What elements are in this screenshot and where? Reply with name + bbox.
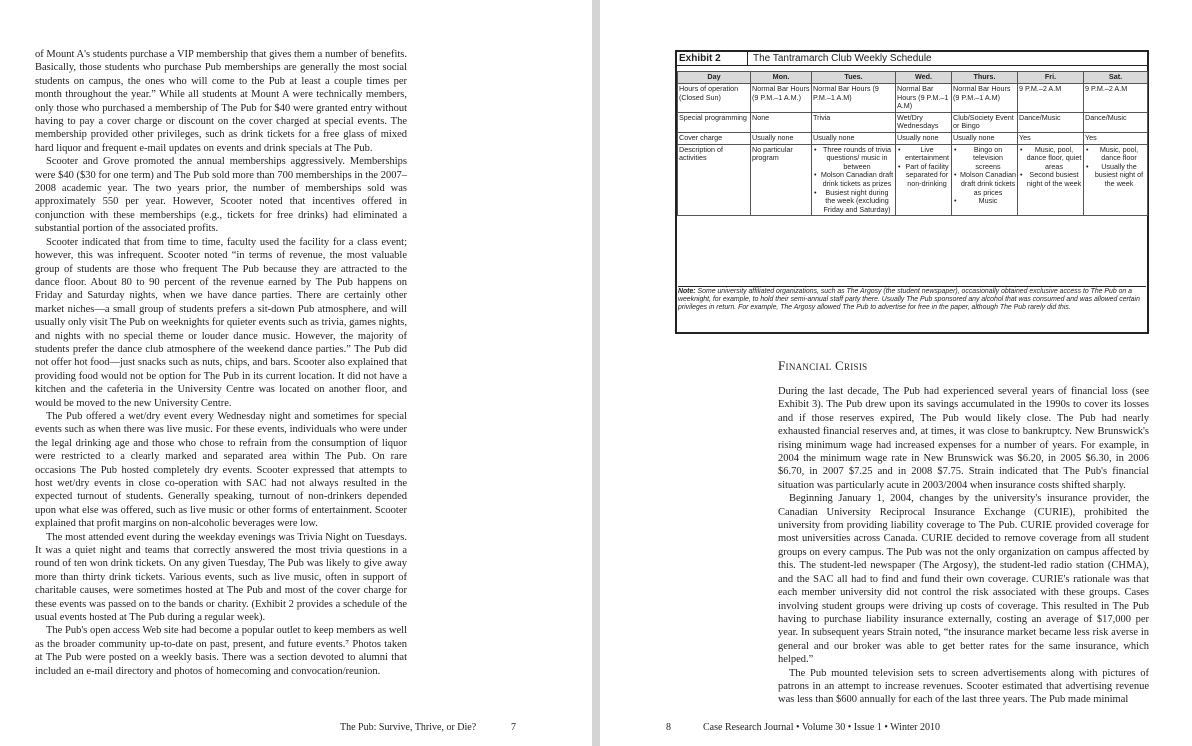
table-header-row — [678, 72, 1148, 84]
paragraph: of Mount A's students purchase a VIP membership that gives them a number of benefits. Basically, those students who purchase Pub memberships are generally the most social students on campus, the ones who will come to the Pub at least a couple times per month throughout the year.” While all students at Mount A were technically members, only those who purchased a membership of The Pub for $40 were granted entry without having to pay a cover charge or discount on the cover charged at special events. The membership provided other privileges, such as drink tickets for a free glass of mixed hard liquor and frequent e-mail updates on events and drink specials at The Pub. — [35, 49, 407, 154]
list-item: • Music, pool, dance floor — [1085, 146, 1146, 163]
list-item: • Bingo on television screens — [953, 146, 1016, 172]
table-cell: None — [751, 112, 812, 132]
list-item: • Second busiest night of the week — [1019, 171, 1082, 188]
table-cell: Wet/Dry Wednesdays — [896, 112, 952, 132]
exhibit-box — [675, 50, 1149, 334]
exhibit-note-label: Note: — [678, 288, 696, 295]
table-cell: Trivia — [812, 112, 896, 132]
list-item: • Part of facility separated for non-drinking — [897, 163, 950, 189]
table-row — [678, 132, 1148, 144]
table-cell: Normal Bar Hours (9 P.M.–1 A.M) — [896, 84, 952, 113]
table-cell: Usually none — [751, 132, 812, 144]
paragraph: The Pub offered a wet/dry event every Wednesday night and sometimes for special events such as when there was live music. For these events, individuals who were under the legal drinking age and those who chose to refrain from the consumption of liquor were restricted to a clearly marked and separated area within The Pub. On rare occasions The Pub hosted completely dry events. Scooter expressed that attempts to host wet/dry events in close co-operation with SAC had not always resulted in the expected turnout of students. Generally speaking, turnout of non-drinkers depended upon what else was offered, such as live music or other forms of entertainment. Scooter explained that profit margins on non-alcoholic beverages were low. — [35, 410, 407, 530]
paragraph: The Pub's open access Web site had become a popular outlet to keep members as well as the broader community up-to-date on past, present, and future events.⁷ Photos taken at The Pub were posted on a weekly basis. There was a section devoted to alumni that included an e-mail directory and photos of homecoming and convocation/reunion. — [35, 625, 407, 677]
table-cell: Normal Bar Hours (9 P.M.–1 A.M.) — [751, 84, 812, 113]
section-heading: Financial Crisis — [778, 358, 868, 373]
column-header: Day — [678, 72, 751, 84]
paragraph: The most attended event during the weekday evenings was Trivia Night on Tuesdays. It was a quiet night and teams that correctly answered the most trivia questions in a round of ten won drink tickets. On any given Tuesday, The Pub was likely to give away more than thirty drink tickets. Various events, such as live music, often in support of charitable causes, were sometimes hosted at The Pub and most of the cover charge for these events was passed on to the bands or charity. (Exhibit 2 provides a schedule of the usual events hosted at The Pub during a regular week). — [35, 531, 407, 624]
table-cell: Usually none — [812, 132, 896, 144]
table-cell: 9 P.M.–2 A.M — [1084, 84, 1148, 113]
table-row — [678, 112, 1148, 132]
paragraph: The Pub mounted television sets to screen advertisements along with pictures of patrons in an attempt to increase revenues. Scooter estimated that advertising revenue was less than $600 annually for each of the last three years. The Pub made minimal — [778, 667, 1149, 706]
table-cell — [1018, 144, 1084, 216]
left-page-body — [35, 48, 407, 678]
exhibit-note-text: Some university affiliated organizations, such as The Argosy (the student newspaper), occasionally obtained exclusive access to The Pub on a weeknight, for example, to hold their semi-annual staff party there. Usually The Pub sponsored any alcohol that was consumed and was allowed certain privileges in return. For example, The Argosy allowed The Pub to advertise for free in the paper, although The Pub rarely did this. — [678, 288, 1140, 312]
list-item: • Music, pool, dance floor, quiet areas — [1019, 146, 1082, 172]
table-cell: Usually none — [896, 132, 952, 144]
exhibit-header — [677, 52, 1147, 66]
list-item: • Live entertainment — [897, 146, 950, 163]
exhibit-label: Exhibit 2 — [679, 53, 721, 64]
row-label: Hours of operation (Closed Sun) — [678, 84, 751, 113]
page-number: 7 — [511, 722, 516, 733]
table-cell — [896, 144, 952, 216]
page-number: 8 — [666, 722, 671, 733]
table-row-activities — [678, 144, 1148, 216]
table-cell: 9 P.M.–2 A.M — [1018, 84, 1084, 113]
column-header: Thurs. — [952, 72, 1018, 84]
list-item: • Molson Canadian draft drink tickets as prices — [953, 171, 1016, 197]
column-header: Tues. — [812, 72, 896, 84]
page-gutter — [592, 0, 600, 746]
right-page — [600, 0, 1192, 746]
list-item: • Music — [953, 197, 1016, 206]
paragraph: Beginning January 1, 2004, changes by the university's insurance provider, the Canadian University Reciprocal Insurance Exchange (CURIE), prohibited the university from providing liability coverage to The Pub. CURIE provided coverage for most universities across Canada. CURIE decided to remove coverage from all student groups on every campus. The Pub was not the only organization on campus affected by this. The student-led newspaper (The Argosy), the student-led radio station (CHMA), and the SAC all had to find and fund their own coverage. CURIE's rationale was that each member university did not control the risk associated with these groups. Cases involving student groups were driving up costs of coverage. This resulted in The Pub having to purchase liability insurance externally, costing an average of $17,000 per year. In subsequent years Strain noted, “the insurance market became less risk averse in general and our broker was able to get better rates for the same insurance, which helped.” — [778, 493, 1149, 666]
table-cell: Club/Society Event or Bingo — [952, 112, 1018, 132]
list-item: • Molson Canadian draft drink tickets as prizes — [813, 171, 894, 188]
list-item: • Three rounds of trivia questions/ music in between — [813, 146, 894, 172]
table-cell — [812, 144, 896, 216]
table-row — [678, 84, 1148, 113]
column-header: Wed. — [896, 72, 952, 84]
column-header: Sat. — [1084, 72, 1148, 84]
schedule-table — [677, 71, 1148, 216]
table-cell: No particular program — [751, 144, 812, 216]
exhibit-title: The Tantramarch Club Weekly Schedule — [753, 53, 932, 64]
list-item: • Busiest night during the week (excluding Friday and Saturday) — [813, 189, 894, 215]
left-page — [0, 0, 592, 746]
column-header: Fri. — [1018, 72, 1084, 84]
table-cell: Yes — [1018, 132, 1084, 144]
table-cell — [952, 144, 1018, 216]
row-label: Cover charge — [678, 132, 751, 144]
row-label: Special programming — [678, 112, 751, 132]
paragraph: During the last decade, The Pub had experienced several years of financial loss (see Exhibit 3). The Pub drew upon its savings accumulated in the 1990s to cover its losses and if those reserves expired, The Pub would likely close. The Pub had nearly exhausted financial reserves and, at times, it was close to bankruptcy. New Brunswick's rising minimum wage had increased expenses for a number of years. For example, in 2004 the minimum wage rate in New Brunswick was $6.20, in 2005 $6.30, in 2006 $6.70, in 2007 $7.25 and in 2008 $7.75. Strain indicated that The Pub's financial situation was particularly acute in 2003/2004 when insurance costs shifted sharply. — [778, 386, 1149, 491]
table-cell: Dance/Music — [1018, 112, 1084, 132]
column-header: Mon. — [751, 72, 812, 84]
table-cell: Usually none — [952, 132, 1018, 144]
paragraph: Scooter indicated that from time to time, faculty used the facility for a class event; however, this was infrequent. Scooter noted “in terms of revenue, the most valuable group of students are those who frequent The Pub because they are attracted to the dance floor. About 80 to 90 percent of the revenue earned by The Pub happens on Friday and Saturday nights, when we have dance parties. There are certainly other market niches—a small group of students prefers a sit-down Pub atmosphere, and will usually only visit The Pub on weeknights for quieter events such as trivia, games nights, and nights with no special theme or louder dance music. However, the majority of students prefer the dance club atmosphere of the weekend dance parties.” The Pub did not offer hot food—just snacks such as nuts, chips, and bars. Scooter also explained that providing food would not be option for The Pub in its current location. It did not have a kitchen and the cafeteria in the University Centre was located on another floor, and would be moved to the new University Centre. — [35, 236, 407, 409]
running-footer-title: The Pub: Survive, Thrive, or Die? — [340, 722, 477, 733]
table-cell — [1084, 144, 1148, 216]
table-cell: Normal Bar Hours (9 P.M.–1 A.M) — [952, 84, 1018, 113]
row-label: Description of activities — [678, 144, 751, 216]
paragraph: Scooter and Grove promoted the annual memberships aggressively. Memberships were $40 ($30 for one term) and The Pub sold more than 700 memberships in the 2007–2008 academic year. The two years prior, the number of memberships sold was approximately 550 per year. However, Scooter noted that incentives offered in conjunction with these memberships (e.g., tickets for free drinks) had eliminated a substantial portion of the associated profits. — [35, 156, 407, 235]
right-page-body — [778, 385, 1149, 707]
list-item: • Usually the busiest night of the week — [1085, 163, 1146, 189]
table-cell: Yes — [1084, 132, 1148, 144]
exhibit-divider — [747, 52, 748, 65]
running-footer-journal: Case Research Journal • Volume 30 • Issue 1 • Winter 2010 — [703, 722, 941, 733]
table-cell: Normal Bar Hours (9 P.M.–1 A.M) — [812, 84, 896, 113]
exhibit-note — [678, 286, 1146, 313]
table-cell: Dance/Music — [1084, 112, 1148, 132]
